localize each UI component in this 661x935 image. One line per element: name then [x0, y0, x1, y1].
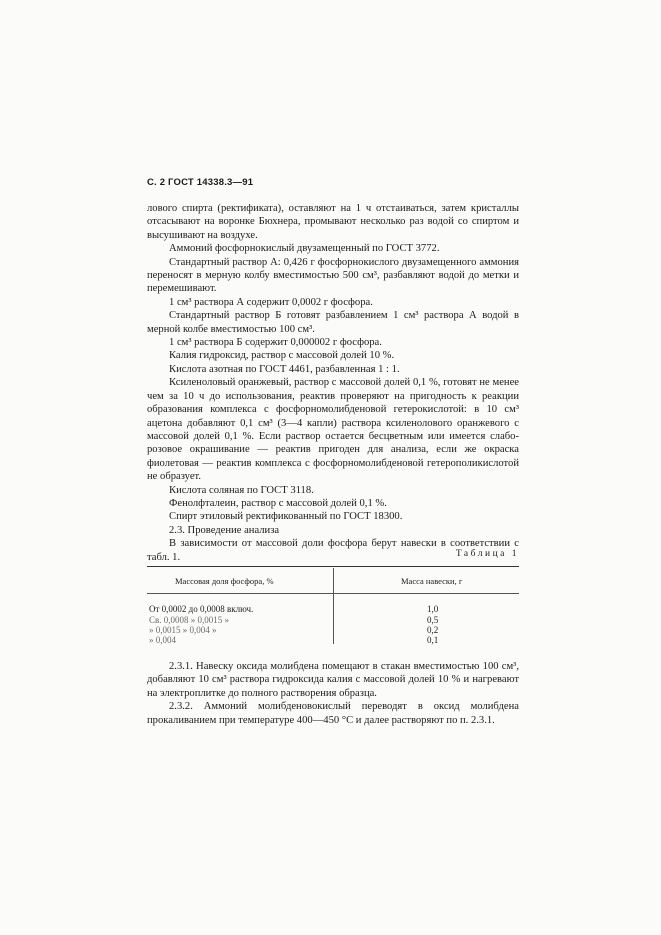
paragraph: Калия гидроксид, раствор с массовой долей 10 %. — [169, 350, 395, 362]
table-rule-header — [147, 593, 519, 594]
paragraph: 2.3.2. Аммоний молибденовокислый переводят в оксид молибдена прокаливанием при температуре 400—450 °С и далее растворяют по п. 2.3.1. — [147, 701, 519, 726]
table-cell-mass: 0,2 — [427, 625, 439, 635]
paragraph: 1 см³ раствора Б содержит 0,000002 г фосфора. — [169, 337, 382, 349]
table-cell-mass: 0,1 — [427, 635, 439, 645]
paragraph: Кислота азотная по ГОСТ 4461, разбавленная 1 : 1. — [169, 363, 400, 375]
table-cell-range: » 0,004 — [149, 635, 176, 645]
paragraph: Ксиленоловый оранжевый, раствор с массовой долей 0,1 %, готовят не менее чем за 10 ч до использования, реактив проверяют на пригодность к реакции образования комплекса с фосфорномолибденовой гетерокислотой: в 10 см³ ацетона добавляют 0,1 см³ (3—4 капли) раствора ксиленолового оранжевого с массовой долей 0,1 %. Если раствор остается бесцветным или имеется слабо-розовое окрашивание — реактив пригоден для анализа, если же окраска фиолетовая — реактив комплекса с фосфорномолибденовой гетерополикислотой не образует. — [147, 377, 519, 483]
paragraph: Стандартный раствор Б готовят разбавлением 1 см³ раствора А водой в мерной колбе вместимостью 100 см³. — [147, 310, 519, 335]
section-heading: 2.3. Проведение анализа — [169, 524, 280, 536]
paragraph: лового спирта (ректификата), оставляют на 1 ч отстаиваться, затем кристаллы отсасывают на воронке Бюхнера, промывают несколько раз водой со спиртом и высушивают на воздухе. — [147, 203, 519, 241]
paragraph: Стандартный раствор А: 0,426 г фосфорнокислого двузамещенного аммония переносят в мерную колбу вместимостью 500 см³, разбавляют водой до метки и перемешивают. — [147, 256, 519, 295]
table-header-phosphorus: Массовая доля фосфора, % — [175, 576, 274, 586]
table-header-mass: Масса навески, г — [401, 576, 463, 586]
page-header: С. 2 ГОСТ 14338.3—91 — [147, 177, 254, 188]
table-cell-range: От 0,0002 до 0,0008 включ. — [149, 604, 254, 614]
paragraph: 1 см³ раствора А содержит 0,0002 г фосфора. — [169, 296, 373, 308]
table-rule-top — [147, 566, 519, 567]
table-caption: Таблица 1 — [455, 549, 519, 559]
table-cell-mass: 0,5 — [427, 615, 439, 625]
body-text-lower — [147, 660, 519, 727]
body-text-upper — [147, 202, 519, 564]
paragraph: 2.3.1. Навеску оксида молибдена помещают в стакан вместимостью 100 см³, добавляют 10 см³ раствора гидроксида калия с массовой долей 10 % и нагревают на электроплитке до полного растворения образца. — [147, 661, 519, 699]
paragraph: Спирт этиловый ректификованный по ГОСТ 18300. — [169, 511, 403, 523]
data-table — [147, 566, 519, 644]
table-column-divider — [333, 568, 334, 644]
table-cell-range: » 0,0015 » 0,004 » — [149, 625, 217, 635]
table-cell-range: Св. 0,0008 » 0,0015 » — [149, 615, 230, 625]
paragraph: В зависимости от массовой доли фосфора берут навески в соответствии с табл. 1. — [147, 538, 519, 563]
paragraph: Аммоний фосфорнокислый двузамещенный по ГОСТ 3772. — [169, 243, 440, 255]
paragraph: Фенолфталеин, раствор с массовой долей 0,1 %. — [169, 497, 387, 509]
table-cell-mass: 1,0 — [427, 604, 439, 614]
paragraph: Кислота соляная по ГОСТ 3118. — [169, 484, 314, 496]
